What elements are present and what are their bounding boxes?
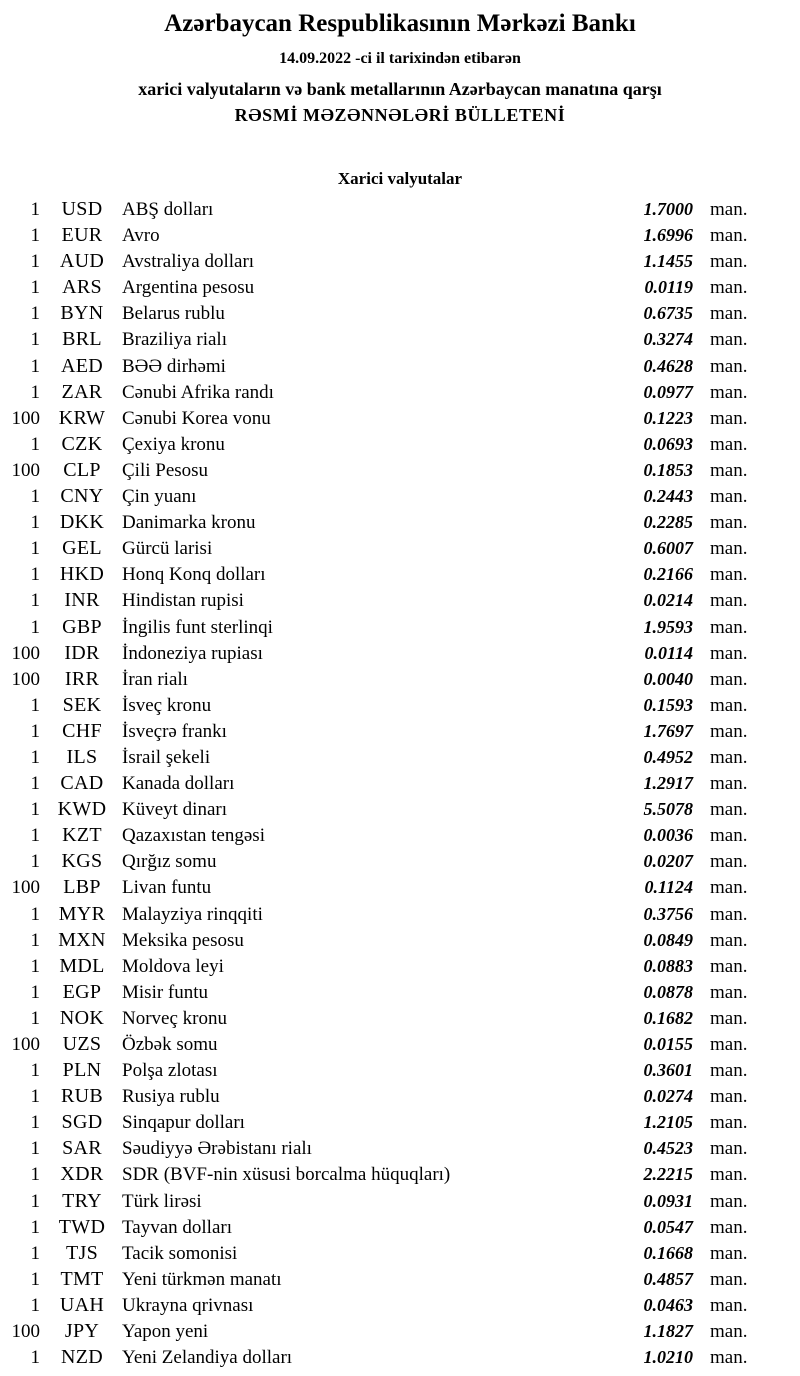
table-row	[0, 1161, 774, 1187]
currency-name: Özbək somu	[122, 1034, 218, 1055]
rate-value: 0.0931	[643, 1190, 693, 1211]
currency-code: MYR	[58, 902, 106, 925]
table-row	[0, 770, 774, 796]
currency-name: İndoneziya rupiası	[122, 642, 263, 664]
unit-label: man.	[710, 355, 748, 377]
unit-label: man.	[710, 1321, 748, 1343]
currency-name: BƏƏ dirhəmi	[122, 355, 226, 377]
rate-value: 0.0119	[644, 277, 693, 298]
rate-value: 0.3274	[643, 329, 693, 350]
table-row	[0, 822, 774, 848]
currency-name: Çin yuanı	[122, 486, 197, 508]
currency-code: TJS	[65, 1241, 99, 1264]
currency-name: İran rialı	[122, 668, 188, 690]
currency-name: Cənubi Afrika randı	[122, 381, 274, 403]
unit-label: man.	[710, 1007, 748, 1029]
table-row	[0, 1318, 774, 1344]
currency-code: ILS	[66, 745, 98, 768]
rate-quantity: 1	[30, 903, 40, 925]
currency-code: TWD	[58, 1215, 106, 1238]
rate-quantity: 1	[30, 1216, 40, 1238]
table-row	[0, 692, 774, 718]
currency-name: Yapon yeni	[122, 1321, 209, 1343]
currency-code: CLP	[63, 458, 101, 481]
currency-name: Hindistan rupisi	[122, 590, 244, 612]
currency-name: Belarus rublu	[122, 303, 225, 325]
rate-quantity: 1	[30, 199, 40, 220]
rate-quantity: 1	[30, 694, 40, 716]
bulletin-header	[0, 0, 800, 126]
table-row	[0, 1135, 774, 1161]
rate-value: 0.0207	[643, 851, 693, 872]
rate-value: 0.0463	[643, 1294, 693, 1315]
unit-label: man.	[710, 407, 748, 429]
rate-quantity: 100	[11, 877, 40, 899]
table-row	[0, 509, 774, 535]
unit-label: man.	[710, 564, 748, 586]
rate-value: 0.0849	[643, 929, 693, 950]
currency-name: Gürcü larisi	[122, 538, 213, 560]
rate-value: 0.4523	[643, 1138, 693, 1159]
currency-code: CAD	[60, 772, 104, 795]
rate-value: 0.6007	[643, 538, 693, 559]
unit-label: man.	[710, 303, 748, 325]
rate-quantity: 1	[30, 1242, 40, 1264]
currency-name: SDR (BVF-nin xüsusi borcalma hüquqları)	[122, 1164, 451, 1186]
rate-quantity: 100	[11, 642, 40, 664]
rate-value: 0.0977	[643, 381, 693, 402]
rate-quantity: 100	[11, 1034, 40, 1055]
currency-name: Səudiyyə Ərəbistanı rialı	[122, 1138, 312, 1160]
table-row	[0, 666, 774, 692]
unit-label: man.	[710, 329, 748, 351]
currency-name: Meksika pesosu	[122, 929, 244, 951]
currency-code: SEK	[62, 693, 102, 716]
unit-label: man.	[710, 1294, 748, 1316]
rate-quantity: 100	[11, 1321, 40, 1343]
currency-name: Çili Pesosu	[122, 459, 209, 481]
rate-value: 0.6735	[643, 303, 693, 324]
rate-value: 0.0883	[643, 955, 693, 976]
rate-quantity: 1	[30, 1086, 40, 1108]
bulletin-subtitle: xarici valyutaların və bank metallarının Azərbaycan manatına qarşı	[138, 79, 662, 99]
rate-quantity: 1	[30, 251, 40, 273]
unit-label: man.	[710, 459, 748, 481]
currency-code: JPY	[64, 1320, 100, 1343]
currency-name: Türk lirəsi	[122, 1190, 202, 1212]
table-row	[0, 718, 774, 744]
rate-value: 1.7697	[643, 720, 693, 741]
unit-label: man.	[710, 616, 748, 638]
table-row	[0, 796, 774, 822]
table-row	[0, 640, 774, 666]
currency-name: Sinqapur dolları	[122, 1112, 245, 1134]
rate-quantity: 1	[30, 355, 40, 377]
unit-label: man.	[710, 199, 748, 220]
unit-label: man.	[710, 1138, 748, 1160]
rate-quantity: 1	[30, 277, 40, 299]
table-row	[0, 248, 774, 274]
table-row	[0, 587, 774, 613]
unit-label: man.	[710, 955, 748, 977]
currency-name: Misir funtu	[122, 981, 209, 1003]
table-row	[0, 979, 774, 1005]
unit-label: man.	[710, 903, 748, 925]
bulletin-name: RƏSMİ MƏZƏNNƏLƏRİ BÜLLETENİ	[234, 105, 566, 125]
rate-quantity: 1	[30, 720, 40, 742]
rate-value: 1.7000	[643, 199, 693, 219]
currency-code: EGP	[62, 980, 102, 1003]
unit-label: man.	[710, 720, 748, 742]
rate-value: 1.9593	[643, 616, 693, 637]
currency-name: İsveç kronu	[122, 694, 212, 716]
currency-code: ZAR	[61, 380, 103, 403]
currency-name: Avstraliya dolları	[122, 251, 255, 273]
rate-quantity: 1	[30, 1268, 40, 1290]
table-row	[0, 353, 774, 379]
rate-quantity: 1	[30, 381, 40, 403]
currency-name: Argentina pesosu	[122, 277, 255, 299]
rate-value: 1.6996	[643, 225, 693, 246]
unit-label: man.	[710, 433, 748, 455]
currency-code: NZD	[60, 1346, 103, 1369]
rate-quantity: 1	[30, 329, 40, 351]
rate-quantity: 1	[30, 773, 40, 795]
rate-quantity: 100	[11, 407, 40, 429]
unit-label: man.	[710, 746, 748, 768]
currency-code: AED	[60, 354, 103, 377]
rates-table	[0, 196, 800, 1370]
table-row	[0, 1292, 774, 1318]
currency-code: RUB	[60, 1085, 104, 1108]
rate-value: 0.2285	[643, 512, 693, 533]
currency-code: IDR	[64, 641, 100, 664]
rate-quantity: 1	[30, 929, 40, 951]
unit-label: man.	[710, 1190, 748, 1212]
unit-label: man.	[710, 1034, 748, 1055]
rate-value: 0.2443	[643, 486, 693, 507]
currency-name: Yeni Zelandiya dolları	[122, 1347, 293, 1369]
currency-code: ARS	[62, 276, 102, 299]
currency-code: EUR	[61, 224, 103, 247]
rate-value: 0.3601	[643, 1060, 693, 1081]
table-row	[0, 196, 774, 222]
table-row	[0, 1214, 774, 1240]
currency-code: XDR	[60, 1163, 104, 1186]
unit-label: man.	[710, 929, 748, 951]
rate-value: 1.2105	[643, 1112, 693, 1133]
rate-value: 0.0114	[644, 642, 693, 663]
rate-quantity: 1	[30, 1112, 40, 1134]
table-row	[0, 1109, 774, 1135]
rate-quantity: 1	[30, 799, 40, 821]
table-row	[0, 848, 774, 874]
currency-name: Polşa zlotası	[122, 1060, 218, 1082]
table-row	[0, 1344, 774, 1370]
rate-quantity: 1	[30, 825, 40, 847]
currency-name: Qazaxıstan tengəsi	[122, 825, 265, 847]
currency-name: Malayziya rinqqiti	[122, 903, 263, 925]
currency-name: Yeni türkmən manatı	[122, 1268, 282, 1290]
page-title: Azərbaycan Respublikasının Mərkəzi Bankı	[164, 10, 636, 37]
rate-value: 0.1853	[643, 459, 693, 480]
unit-label: man.	[710, 225, 748, 247]
rate-quantity: 100	[11, 459, 40, 481]
rate-quantity: 1	[30, 433, 40, 455]
rate-quantity: 1	[30, 486, 40, 508]
currency-name: Moldova leyi	[122, 955, 224, 977]
currency-code: INR	[64, 589, 100, 612]
rate-value: 0.0547	[643, 1216, 693, 1237]
currency-name: Qırğız somu	[122, 851, 217, 873]
rate-value: 0.0036	[643, 825, 693, 846]
table-row	[0, 457, 774, 483]
unit-label: man.	[710, 486, 748, 508]
rate-quantity: 1	[30, 1060, 40, 1082]
currency-code: KWD	[57, 798, 107, 821]
currency-code: TRY	[62, 1189, 102, 1212]
rate-quantity: 100	[11, 668, 40, 690]
currency-code: KZT	[62, 824, 102, 847]
table-row	[0, 379, 774, 405]
currency-code: MDL	[59, 954, 105, 977]
rate-value: 0.0214	[643, 590, 693, 611]
table-row	[0, 1031, 774, 1057]
rate-value: 0.2166	[643, 564, 693, 585]
currency-code: USD	[61, 198, 103, 220]
unit-label: man.	[710, 1164, 748, 1186]
rate-value: 0.1668	[643, 1242, 693, 1263]
currency-code: MXN	[58, 928, 106, 951]
effective-date-line: 14.09.2022 -ci il tarixindən etibarən	[279, 50, 521, 67]
rate-value: 0.0040	[643, 668, 693, 689]
currency-name: Cənubi Korea vonu	[122, 407, 271, 429]
unit-label: man.	[710, 877, 748, 899]
rate-quantity: 1	[30, 1164, 40, 1186]
table-row	[0, 874, 774, 900]
currency-code: LBP	[63, 876, 101, 899]
table-row	[0, 431, 774, 457]
unit-label: man.	[710, 694, 748, 716]
currency-name: Çexiya kronu	[122, 433, 225, 455]
rate-value: 0.1593	[643, 694, 693, 715]
rate-quantity: 1	[30, 564, 40, 586]
table-row	[0, 1266, 774, 1292]
currency-name: İsveçrə frankı	[122, 720, 227, 742]
unit-label: man.	[710, 538, 748, 560]
currency-code: CNY	[60, 485, 104, 508]
table-row	[0, 744, 774, 770]
currency-name: İngilis funt sterlinqi	[122, 616, 273, 638]
rate-quantity: 1	[30, 303, 40, 325]
unit-label: man.	[710, 642, 748, 664]
unit-label: man.	[710, 1060, 748, 1082]
currency-name: Küveyt dinarı	[122, 799, 228, 821]
currency-name: Ukrayna qrivnası	[122, 1294, 254, 1316]
currency-code: UZS	[62, 1033, 102, 1055]
rate-quantity: 1	[30, 981, 40, 1003]
rate-value: 1.1455	[643, 251, 693, 272]
rate-value: 0.4952	[643, 746, 693, 767]
unit-label: man.	[710, 799, 748, 821]
currency-code: NOK	[59, 1006, 105, 1029]
currency-code: KGS	[61, 850, 103, 873]
currency-name: İsrail şekeli	[122, 746, 211, 768]
unit-label: man.	[710, 773, 748, 795]
currency-code: BRL	[62, 328, 102, 351]
currency-code: IRR	[64, 667, 100, 690]
rate-value: 0.1682	[643, 1007, 693, 1028]
rate-value: 0.4857	[643, 1268, 693, 1289]
currency-name: Livan funtu	[122, 877, 212, 899]
rate-quantity: 1	[30, 1138, 40, 1160]
rate-value: 0.0155	[643, 1034, 693, 1054]
table-row	[0, 1240, 774, 1266]
table-row	[0, 326, 774, 352]
table-row	[0, 483, 774, 509]
table-row	[0, 927, 774, 953]
table-row	[0, 561, 774, 587]
currency-code: HKD	[59, 563, 105, 586]
rate-value: 1.1827	[643, 1321, 693, 1342]
unit-label: man.	[710, 381, 748, 403]
unit-label: man.	[710, 1112, 748, 1134]
currency-name: Honq Konq dolları	[122, 564, 266, 586]
currency-name: Braziliya rialı	[122, 329, 227, 351]
currency-name: Avro	[122, 225, 160, 247]
unit-label: man.	[710, 512, 748, 534]
currency-name: Tayvan dolları	[122, 1216, 232, 1238]
rate-quantity: 1	[30, 538, 40, 560]
currency-code: BYN	[60, 302, 104, 325]
currency-code: PLN	[62, 1059, 102, 1082]
rate-quantity: 1	[30, 590, 40, 612]
unit-label: man.	[710, 277, 748, 299]
currency-code: UAH	[59, 1293, 105, 1316]
currency-name: Tacik somonisi	[122, 1242, 238, 1264]
rate-quantity: 1	[30, 616, 40, 638]
table-row	[0, 1005, 774, 1031]
currency-code: SGD	[61, 1111, 103, 1134]
unit-label: man.	[710, 251, 748, 273]
currency-name: Rusiya rublu	[122, 1086, 220, 1108]
currency-code: CZK	[61, 432, 103, 455]
rate-value: 0.3756	[643, 903, 693, 924]
currency-code: DKK	[59, 511, 105, 534]
currency-name: Norveç kronu	[122, 1007, 227, 1029]
rate-quantity: 1	[30, 955, 40, 977]
rate-quantity: 1	[30, 851, 40, 873]
unit-label: man.	[710, 1242, 748, 1264]
table-row	[0, 953, 774, 979]
currency-code: CHF	[62, 719, 102, 742]
currency-code: GBP	[62, 615, 102, 638]
table-row	[0, 222, 774, 248]
rate-quantity: 1	[30, 1190, 40, 1212]
rate-quantity: 1	[30, 512, 40, 534]
rate-quantity: 1	[30, 746, 40, 768]
section-title-foreign-currencies: Xarici valyutalar	[337, 169, 463, 188]
rate-value: 0.1223	[643, 407, 693, 428]
rate-value: 1.0210	[643, 1347, 693, 1368]
table-row	[0, 1083, 774, 1109]
rate-value: 1.2917	[643, 773, 693, 794]
currency-name: ABŞ dolları	[122, 199, 214, 220]
currency-code: KRW	[58, 406, 106, 429]
unit-label: man.	[710, 1347, 748, 1369]
currency-code: SAR	[62, 1137, 102, 1160]
unit-label: man.	[710, 1268, 748, 1290]
currency-code: AUD	[59, 250, 105, 273]
table-row	[0, 405, 774, 431]
rate-value: 0.4628	[643, 355, 693, 376]
table-row	[0, 274, 774, 300]
unit-label: man.	[710, 851, 748, 873]
unit-label: man.	[710, 590, 748, 612]
rate-quantity: 1	[30, 225, 40, 247]
rate-value: 0.0693	[643, 433, 693, 454]
currency-code: TMT	[60, 1267, 104, 1290]
table-row	[0, 1057, 774, 1083]
table-row	[0, 901, 774, 927]
unit-label: man.	[710, 981, 748, 1003]
table-row	[0, 300, 774, 326]
table-row	[0, 535, 774, 561]
rate-value: 5.5078	[643, 799, 693, 820]
rate-value: 0.0878	[643, 981, 693, 1002]
currency-name: Kanada dolları	[122, 773, 235, 795]
rate-quantity: 1	[30, 1007, 40, 1029]
currency-name: Danimarka kronu	[122, 512, 256, 534]
rate-value: 0.0274	[643, 1086, 693, 1107]
unit-label: man.	[710, 825, 748, 847]
table-row	[0, 1188, 774, 1214]
rate-value: 2.2215	[643, 1164, 693, 1185]
rate-quantity: 1	[30, 1347, 40, 1369]
rate-value: 0.1124	[644, 877, 693, 898]
unit-label: man.	[710, 1216, 748, 1238]
unit-label: man.	[710, 1086, 748, 1108]
currency-code: GEL	[62, 537, 102, 560]
unit-label: man.	[710, 668, 748, 690]
table-row	[0, 614, 774, 640]
rate-quantity: 1	[30, 1294, 40, 1316]
